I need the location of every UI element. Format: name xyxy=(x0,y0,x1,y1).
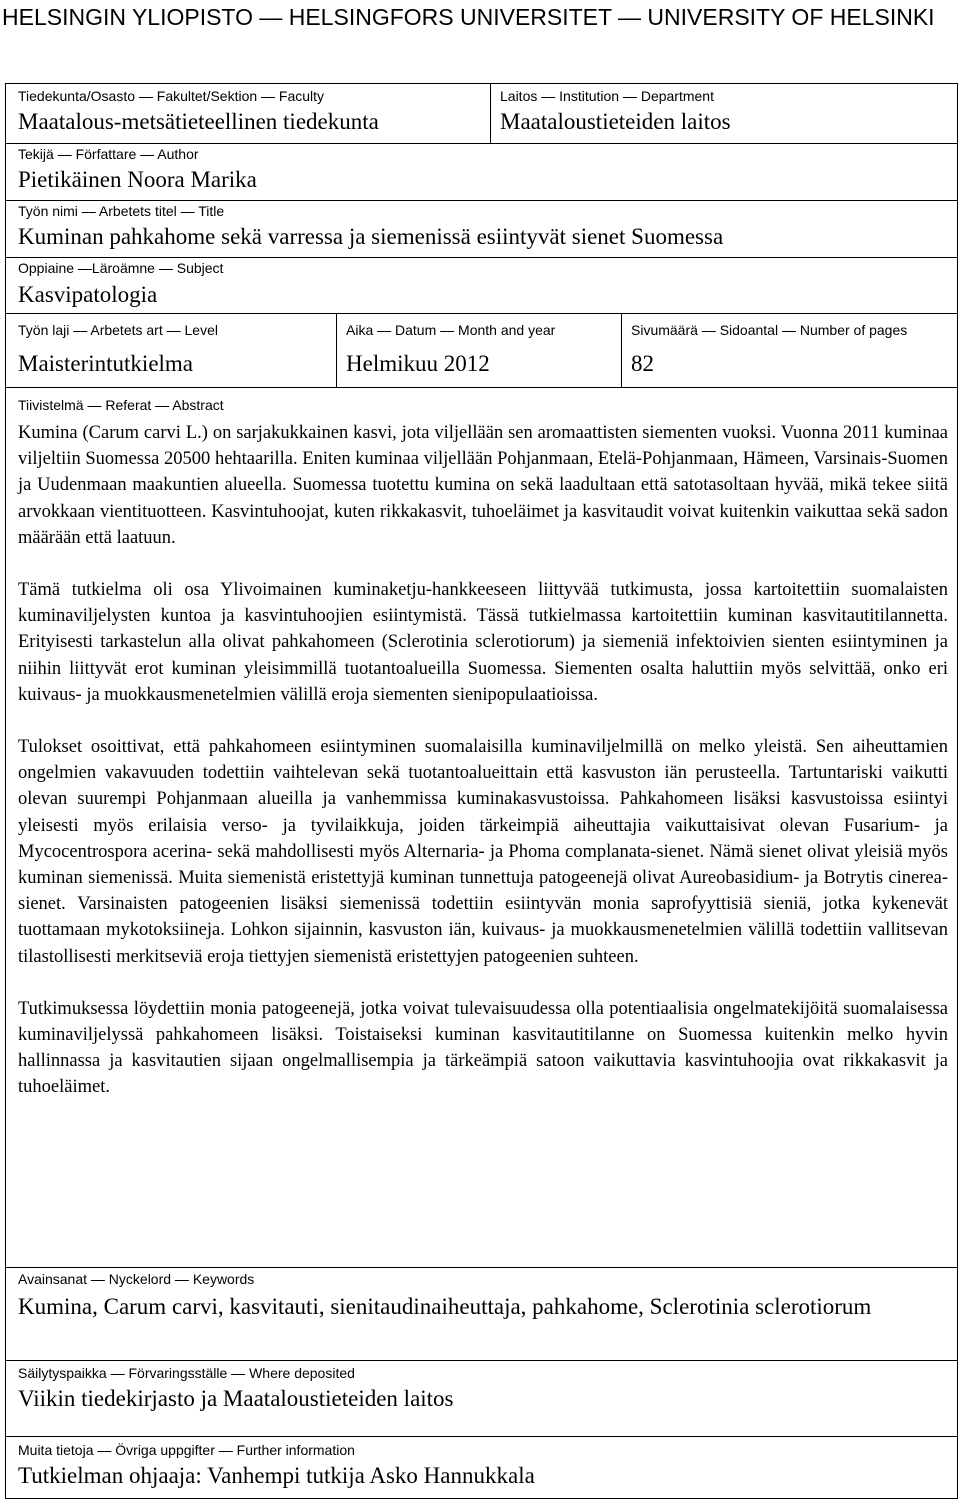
divider xyxy=(6,143,957,144)
further-value: Tutkielman ohjaaja: Vanhempi tutkija Asko Hannukkala xyxy=(18,1463,535,1488)
deposited-label: Säilytyspaikka ⎯⎯ Förvaringsställe ⎯⎯ Where deposited xyxy=(18,1365,355,1381)
abstract-label: Tiivistelmä ⎯⎯ Referat ⎯⎯ Abstract xyxy=(18,397,224,413)
divider xyxy=(6,313,957,314)
title-label: Työn nimi ⎯⎯ Arbetets titel ⎯⎯ Title xyxy=(18,203,225,219)
abstract-paragraph: Tutkimuksessa löydettiin monia patogeenejä, jotka voivat tulevaisuudessa olla potentiaalisia ongelmatekijöitä suomalaisessa kuminaviljelyssä pahkahomeen lisäksi. Toistaiseksi kuminan kasvitautitilanne on Suomessa kuitenkin melko hyvin hallinnassa ja kasvitautien sijaan ongelmallisempia ja tärkeämpiä satoon vaikuttavia kasvintuhoojia ovat rikkakasvit ja tuhoeläimet. xyxy=(18,998,948,1098)
author-value: Pietikäinen Noora Marika xyxy=(18,167,257,192)
divider xyxy=(6,1267,957,1268)
subject-label: Oppiaine ⎯⎯Läroämne ⎯⎯ Subject xyxy=(18,260,224,276)
abstract-paragraph: Tulokset osoittivat, että pahkahomeen esiintyminen suomalaisilla kuminaviljelmillä on melko yleistä. Sen aiheuttamien ongelmien vakavuuden todettiin vaihtelevan sekä tuotantoalueittain että kasvuston iän perusteella. Tartuntariski vaikutti olevan suurempi Pohjanmaan alueilla ja vanhemmissa kuminakasvustoissa. Pahkahomeen lisäksi kasvustoissa esiintyi yleisesti myös erilaisia verso- ja tyvilaikkuja, joiden tärkeimpiä aiheuttajia vaikuttaisivat olevan Fusarium- ja Mycocentrospora acerina- sekä mahdollisesti myös Alternaria- ja Phoma complanata-sienet. Nämä sienet olivat yleisiä myös kuminan siemenissä. Muita siemenistä eristettyjä kuminan tunnettuja patogeenejä olivat Aureobasidium- ja Botrytis cinerea-sienet. Varsinaisten patogeenien lisäksi siemenissä todettiin esiintyvän monia saprofyyttisiä sieniä, jotka kykenevät tuottamaan mykotoksiineja. Lohkon sijainnin, kasvuston iän, kuivaus- ja muokkausmenetelmien välillä todettiin vallitsevan tilastollisesti merkitseviä eroja tiettyjen siemenistä eristettyjen patogeenien suhteen. xyxy=(18,737,948,967)
thesis-title: Kuminan pahkahome sekä varressa ja siemenissä esiintyvät sienet Suomessa xyxy=(18,224,724,249)
pages-value: 82 xyxy=(631,351,654,376)
abstract-form xyxy=(5,83,958,1499)
abstract-paragraph: Tämä tutkielma oli osa Ylivoimainen kuminaketju-hankkeeseen liittyvää tutkimusta, jossa kartoitettiin suomalaisten kuminaviljelysten kuntoa ja kasvintuhoojien esiintymistä. Tässä tutkielmassa kartoitettiin kuminan kasvitautitilannetta. Erityisesti tarkastelun alla olivat pahkahomeen (Sclerotinia sclerotiorum) ja siemeniä infektoivien sienten esiintyminen ja niihin liittyvät erot kuminan yleisimmillä tuotantoalueilla Suomessa. Siementen osalta haluttiin myös selvittää, onko eri kuivaus- ja muokkausmenetelmien välillä eroja siementen sienipopulaatioissa. xyxy=(18,580,948,705)
date-value: Helmikuu 2012 xyxy=(346,351,490,376)
keywords-label: Avainsanat ⎯⎯ Nyckelord ⎯⎯ Keywords xyxy=(18,1271,255,1287)
department-label: Laitos ⎯⎯ Institution ⎯⎯ Department xyxy=(500,88,714,104)
level-value: Maisterintutkielma xyxy=(18,351,194,376)
divider xyxy=(6,257,957,258)
date-divider xyxy=(621,313,622,387)
subject-value: Kasvipatologia xyxy=(18,282,158,307)
level-label: Työn laji ⎯⎯ Arbetets art ⎯⎯ Level xyxy=(18,322,218,338)
faculty-divider xyxy=(490,84,491,143)
pages-label: Sivumäärä ⎯⎯ Sidoantal ⎯⎯ Number of pages xyxy=(631,322,908,338)
date-label: Aika ⎯⎯ Datum ⎯⎯ Month and year xyxy=(346,322,556,338)
further-label: Muita tietoja ⎯⎯ Övriga uppgifter ⎯⎯ Further information xyxy=(18,1442,355,1458)
deposited-value: Viikin tiedekirjasto ja Maataloustieteiden laitos xyxy=(18,1386,454,1411)
author-label: Tekijä ⎯⎯ Författare ⎯⎯ Author xyxy=(18,146,199,162)
divider xyxy=(6,387,957,388)
divider xyxy=(6,1360,957,1361)
abstract-body xyxy=(18,420,948,1101)
department-value: Maataloustieteiden laitos xyxy=(500,109,731,134)
divider xyxy=(6,1436,957,1437)
faculty-value: Maatalous-metsätieteellinen tiedekunta xyxy=(18,109,379,134)
abstract-paragraph: Kumina (Carum carvi L.) on sarjakukkainen kasvi, jota viljellään sen aromaattisten siementen vuoksi. Vuonna 2011 kuminaa viljeltiin Suomessa 20500 hehtaarilla. Eniten kuminaa viljellään Pohjanmaan, Etelä-Pohjanmaan, Hämeen, Varsinais-Suomen ja Uudenmaan maakuntien alueella. Suomessa tuotettu kumina on sekä laadultaan että satotasoltaan hyvää, mikä tekee siitä arvokkaan vientituotteen. Kasvintuhoojat, kuten rikkakasvit, tuhoeläimet ja kasvitaudit voivat kuitenkin vaikuttaa sekä sadon määrään että laatuun. xyxy=(18,423,948,548)
divider xyxy=(6,200,957,201)
keywords-value: Kumina, Carum carvi, kasvitauti, sienitaudinaiheuttaja, pahkahome, Sclerotinia sclerotiorum xyxy=(18,1294,872,1319)
university-heading: HELSINGIN YLIOPISTO ⎯⎯ HELSINGFORS UNIVERSITET ⎯⎯ UNIVERSITY OF HELSINKI xyxy=(2,4,935,30)
faculty-label: Tiedekunta/Osasto ⎯⎯ Fakultet/Sektion ⎯⎯ Faculty xyxy=(18,88,325,104)
level-divider xyxy=(336,313,337,387)
